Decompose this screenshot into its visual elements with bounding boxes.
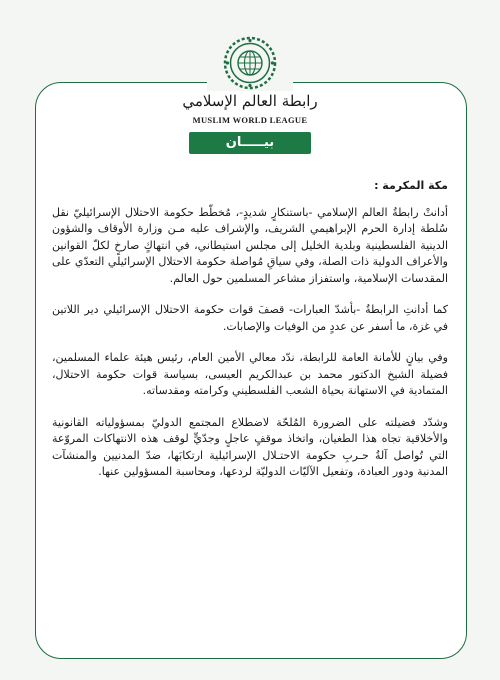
statement-paragraph: وفي بيانٍ للأمانة العامة للرابطة، ندّد معالي الأمين العام، رئيس هيئة علماء المسلمين، فضيلة الشيخ الدكتور محمد بن عبدالكريم العيسى، بسياسة قوات حكومة الاحتلال، المتمادية في الاستهانة بحياة الشعب الفلسطيني وكرامته ومقدساته. (52, 351, 448, 397)
letterhead (0, 0, 500, 160)
statement-paragraph: أدانتْ رابطةُ العالم الإسلامي -باستنكارٍ شديدٍ-، مُخطّط حكومة الاحتلال الإسرائيليّ نقل سُلطة إدارة الحرم الإبراهيمي الشريف، والإشراف عليه مـن وزارة الأوقاف والشؤون الدينية الفلسطينية وبلدية الخليل إلى مجلس استيطاني، في انتهاكٍ صارخٍ لكلّ القوانين والأعراف الدولية ذات الصلة، وفي سياقِ مُواصلة حكومة الاحتلال الإسرائيلي التعدّي على المقدسات الإسلامية، واستفزاز مشاعر المسلمين حول العالم. (52, 205, 448, 285)
statement-paragraph: كما أدانتِ الرابطةُ -بأشدّ العبارات- قصفَ قوات حكومة الاحتلال الإسرائيلي دير اللاتين في غزة، ما أسفر عن عددٍ من الوفيات والإصابات. (52, 303, 448, 333)
statement-paragraph: وشدّد فضيلته على الضرورة المُلحّة لاضطلاع المجتمع الدوليّ بمسؤولياته القانونية والأخلاقية تجاه هذا الطغيان، واتخاذ موقفٍ عاجلٍ وجدّيٍّ لوقف هذه الانتهاكات المروّعة التي تُواصل آلةُ حـربِ حكومة الاحتـلال الإسرائيلية ارتكابَها، ضدّ المدنيين والمنشآت المدنية ودور العبادة، وتفعيل الآليّات الدوليّة لردعها، ومحاسبة المسؤولين عنها. (52, 415, 448, 478)
org-name-english: MUSLIM WORLD LEAGUE (192, 115, 308, 125)
globe-emblem-icon (223, 36, 277, 90)
statement-place: مكة المكرمة : (374, 179, 448, 192)
statement-body (52, 178, 448, 496)
document-type-banner: بيـــــان (189, 132, 311, 154)
org-name-arabic: رابطة العالم الإسلامي (182, 92, 318, 110)
